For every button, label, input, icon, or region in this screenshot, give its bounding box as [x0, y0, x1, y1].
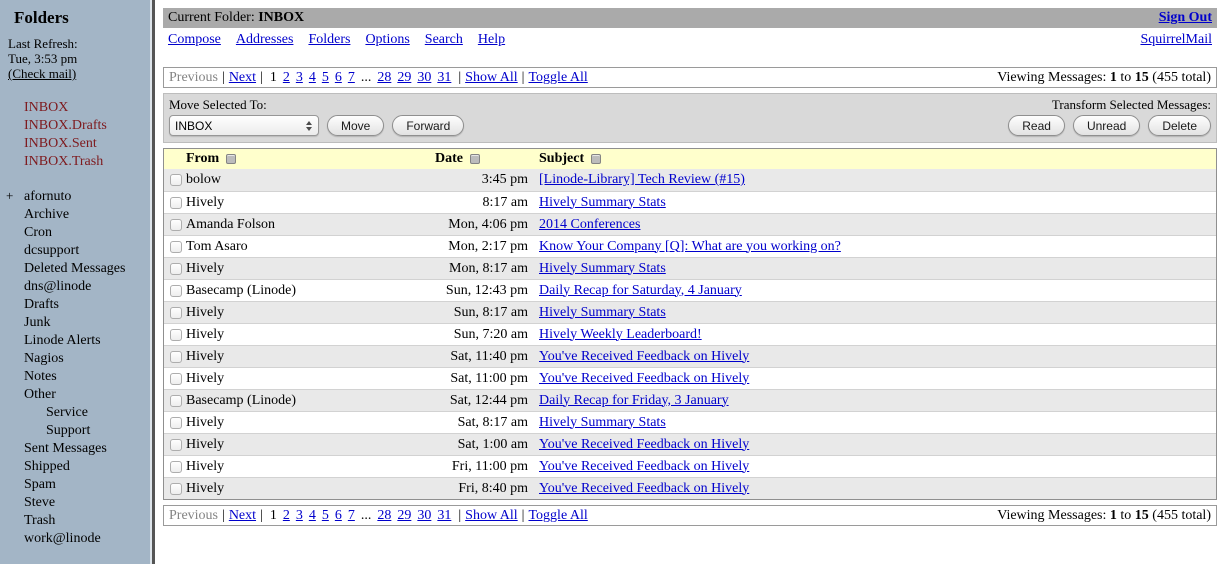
- sidebar-folder-archive[interactable]: Archive: [24, 207, 70, 222]
- message-subject-link[interactable]: Hively Summary Stats: [539, 414, 666, 430]
- viewing-label: Viewing Messages:: [997, 69, 1110, 85]
- message-row: [164, 323, 1216, 345]
- folder-row: [8, 386, 146, 404]
- message-subject-link[interactable]: Hively Summary Stats: [539, 194, 666, 210]
- folder-row: [8, 458, 146, 476]
- sidebar-folder-linode-alerts[interactable]: Linode Alerts: [24, 333, 101, 348]
- message-subject-link[interactable]: 2014 Conferences: [539, 216, 641, 232]
- message-list-frame: [155, 0, 1225, 564]
- page-links: [169, 508, 588, 524]
- separator: |: [458, 507, 462, 523]
- message-subject-link[interactable]: [Linode-Library] Tech Review (#15): [539, 172, 745, 187]
- message-subject-link[interactable]: You've Received Feedback on Hively: [539, 370, 750, 386]
- move-selected-label: Move Selected To:: [169, 97, 267, 112]
- message-row: [164, 191, 1216, 213]
- folder-row: [8, 224, 146, 242]
- page-ellipsis: ...: [360, 69, 372, 85]
- message-date: Fri, 8:40 pm: [458, 480, 528, 496]
- sidebar-folder-trash[interactable]: Trash: [24, 513, 56, 528]
- message-from: bolow: [186, 172, 221, 187]
- folder-row: [8, 368, 146, 386]
- message-date: Sat, 11:00 pm: [450, 370, 528, 386]
- message-from: Hively: [186, 304, 225, 320]
- sidebar-folder-service[interactable]: Service: [46, 405, 88, 420]
- read-button[interactable]: Read: [1008, 115, 1065, 136]
- sidebar-folder-inbox-sent[interactable]: INBOX.Sent: [24, 136, 97, 151]
- folder-row: [8, 153, 146, 171]
- sidebar-folder-dcsupport[interactable]: dcsupport: [24, 243, 80, 258]
- folder-row: [8, 99, 146, 117]
- menu-bar: [163, 28, 1217, 52]
- last-refresh-label: Last Refresh:: [8, 36, 78, 51]
- sort-subject-button[interactable]: [591, 154, 601, 164]
- message-date: 8:17 am: [482, 194, 528, 210]
- message-checkbox[interactable]: [170, 241, 182, 253]
- viewing-to: 15: [1134, 69, 1149, 85]
- message-row: [164, 345, 1216, 367]
- show-all-link[interactable]: Show All: [465, 507, 518, 523]
- toggle-all-link[interactable]: Toggle All: [528, 69, 588, 85]
- folder-row: [8, 512, 146, 530]
- page-link-28[interactable]: 28: [377, 507, 392, 523]
- message-subject-link[interactable]: Daily Recap for Friday, 3 January: [539, 392, 729, 408]
- message-from: Basecamp (Linode): [186, 392, 297, 408]
- message-table-header: [164, 149, 1216, 169]
- from-column-header: From: [186, 151, 431, 167]
- next-page-link[interactable]: Next: [228, 69, 257, 85]
- show-all-link[interactable]: Show All: [465, 69, 518, 85]
- toggle-all-link[interactable]: Toggle All: [528, 507, 588, 523]
- message-row: [164, 279, 1216, 301]
- message-checkbox[interactable]: [170, 351, 182, 363]
- folder-row: [8, 278, 146, 296]
- folder-row: [8, 260, 146, 278]
- folder-row: [8, 350, 146, 368]
- unread-button[interactable]: Unread: [1073, 115, 1140, 136]
- message-date: Mon, 8:17 am: [449, 260, 528, 276]
- title-bar: [163, 8, 1217, 28]
- page-link-6[interactable]: 6: [334, 69, 342, 85]
- message-checkbox[interactable]: [170, 461, 182, 473]
- message-from: Hively: [186, 370, 225, 386]
- message-date: Mon, 4:06 pm: [448, 216, 528, 232]
- sidebar-folder-junk[interactable]: Junk: [24, 315, 51, 330]
- page-link-30[interactable]: 30: [417, 69, 432, 85]
- message-subject-link[interactable]: Hively Weekly Leaderboard!: [539, 326, 702, 342]
- sidebar-folder-deleted-messages[interactable]: Deleted Messages: [24, 261, 126, 276]
- viewing-from: 1: [1109, 69, 1117, 85]
- page-link-31[interactable]: 31: [437, 69, 452, 85]
- page-link-6[interactable]: 6: [334, 507, 342, 523]
- transform-selected-label: Transform Selected Messages:: [1051, 97, 1211, 112]
- message-from: Hively: [186, 194, 225, 210]
- menu-link-compose[interactable]: Compose: [168, 32, 221, 47]
- viewing-total: (455 total): [1148, 507, 1211, 523]
- message-date: Sun, 7:20 am: [453, 326, 528, 342]
- separator: |: [260, 69, 263, 85]
- menu-link-help[interactable]: Help: [477, 32, 506, 47]
- message-checkbox[interactable]: [170, 197, 182, 209]
- page-link-7[interactable]: 7: [347, 69, 355, 85]
- message-from: Hively: [186, 458, 225, 474]
- current-folder-label: Current Folder:: [168, 10, 255, 25]
- folder-row: [8, 187, 146, 206]
- sidebar-folder-spam[interactable]: Spam: [24, 477, 56, 492]
- folder-row: [8, 530, 146, 548]
- message-from: Hively: [186, 348, 225, 364]
- pagination-bar-top: [163, 67, 1217, 88]
- special-folder-list: [8, 99, 146, 171]
- folder-row: [8, 494, 146, 512]
- pagination-bar-bottom: [163, 505, 1217, 526]
- message-from: Amanda Folson: [186, 216, 276, 232]
- previous-page-link: Previous: [169, 507, 218, 523]
- message-subject-link[interactable]: You've Received Feedback on Hively: [539, 348, 750, 364]
- message-row: [164, 169, 1216, 191]
- separator: |: [458, 69, 462, 85]
- message-subject-link[interactable]: You've Received Feedback on Hively: [539, 480, 750, 496]
- check-mail-link[interactable]: (Check mail): [8, 66, 77, 81]
- message-checkbox[interactable]: [170, 439, 182, 451]
- sidebar-folder-work-linode[interactable]: work@linode: [24, 531, 101, 546]
- separator: |: [260, 507, 263, 523]
- message-checkbox[interactable]: [170, 483, 182, 495]
- viewing-total: (455 total): [1148, 69, 1211, 85]
- message-actions-toolbar: [163, 93, 1217, 143]
- page-links: [169, 70, 588, 86]
- message-row: [164, 389, 1216, 411]
- message-subject-link[interactable]: You've Received Feedback on Hively: [539, 458, 750, 474]
- sidebar-folder-steve[interactable]: Steve: [24, 495, 56, 510]
- separator: |: [521, 69, 525, 85]
- current-folder-name: INBOX: [258, 10, 305, 25]
- menu-link-options[interactable]: Options: [365, 32, 410, 47]
- message-date: Sat, 12:44 pm: [449, 392, 528, 408]
- message-rows: [164, 169, 1216, 499]
- separator: |: [521, 507, 525, 523]
- squirrelmail-link[interactable]: SquirrelMail: [1140, 32, 1212, 47]
- sidebar-folder-inbox-drafts[interactable]: INBOX.Drafts: [24, 118, 107, 133]
- folder-row: [8, 296, 146, 314]
- sidebar-folder-other[interactable]: Other: [24, 387, 56, 402]
- message-date: Mon, 2:17 pm: [448, 238, 528, 254]
- message-subject-link[interactable]: You've Received Feedback on Hively: [539, 436, 750, 452]
- message-subject-link[interactable]: Daily Recap for Saturday, 4 January: [539, 282, 742, 298]
- message-from: Hively: [186, 414, 225, 430]
- message-from: Hively: [186, 480, 225, 496]
- select-stepper-icon: [306, 121, 313, 131]
- page-link-5[interactable]: 5: [321, 69, 329, 85]
- message-row: [164, 411, 1216, 433]
- sidebar-folder-afornuto[interactable]: afornuto: [24, 189, 72, 204]
- folder-row: [8, 404, 146, 422]
- message-checkbox[interactable]: [170, 219, 182, 231]
- page-link-2[interactable]: 2: [282, 69, 290, 85]
- page-link-4[interactable]: 4: [308, 507, 316, 523]
- viewing-messages-status: [997, 70, 1211, 86]
- menu-link-folders[interactable]: Folders: [308, 32, 351, 47]
- forward-button[interactable]: Forward: [392, 115, 464, 136]
- subject-column-header: Subject: [531, 151, 1216, 167]
- message-table: [163, 148, 1217, 500]
- message-date: Fri, 11:00 pm: [451, 458, 528, 474]
- folders-heading: Folders: [14, 8, 69, 27]
- page-link-29[interactable]: 29: [397, 69, 412, 85]
- sidebar-folder-shipped[interactable]: Shipped: [24, 459, 70, 474]
- date-column-header: Date: [431, 151, 531, 167]
- sidebar-folder-inbox[interactable]: INBOX: [24, 100, 69, 115]
- message-date: Sat, 11:40 pm: [450, 348, 528, 364]
- message-from: Tom Asaro: [186, 238, 248, 254]
- message-from: Hively: [186, 436, 225, 452]
- sort-date-button[interactable]: [470, 154, 480, 164]
- folder-row: [8, 117, 146, 135]
- sidebar-folder-sent-messages[interactable]: Sent Messages: [24, 441, 107, 456]
- current-folder: [168, 10, 304, 26]
- separator: |: [222, 507, 225, 523]
- current-page-number: 1: [269, 69, 277, 85]
- message-subject-link[interactable]: Hively Summary Stats: [539, 304, 666, 320]
- viewing-from: 1: [1109, 507, 1117, 523]
- page-link-3[interactable]: 3: [295, 69, 303, 85]
- viewing-messages-status: [997, 508, 1211, 524]
- message-from: Hively: [186, 260, 225, 276]
- folder-row: [8, 476, 146, 494]
- next-page-link[interactable]: Next: [228, 507, 257, 523]
- menu-link-addresses[interactable]: Addresses: [235, 32, 294, 47]
- message-row: [164, 257, 1216, 279]
- separator: |: [222, 69, 225, 85]
- viewing-to-word: to: [1116, 69, 1135, 85]
- menu-link-search[interactable]: Search: [424, 32, 463, 47]
- menu-links: [168, 32, 520, 48]
- sort-from-button[interactable]: [226, 154, 236, 164]
- folder-select-value: INBOX: [175, 118, 213, 133]
- expand-folder-icon[interactable]: +: [6, 188, 14, 203]
- folder-row: [8, 314, 146, 332]
- page-link-7[interactable]: 7: [347, 507, 355, 523]
- message-row: [164, 301, 1216, 323]
- page-link-31[interactable]: 31: [437, 507, 452, 523]
- message-date: Sun, 8:17 am: [453, 304, 528, 320]
- message-from: Hively: [186, 326, 225, 342]
- page-link-29[interactable]: 29: [397, 507, 412, 523]
- current-page-number: 1: [269, 507, 277, 523]
- folder-select[interactable]: [169, 115, 319, 136]
- sidebar-folder-notes[interactable]: Notes: [24, 369, 57, 384]
- message-checkbox[interactable]: [170, 174, 182, 186]
- previous-page-link: Previous: [169, 69, 218, 85]
- sidebar-folder-support[interactable]: Support: [46, 423, 91, 438]
- message-date: Sun, 12:43 pm: [445, 282, 528, 298]
- folder-row: [8, 422, 146, 440]
- folder-row: [8, 206, 146, 224]
- folder-row: [8, 135, 146, 153]
- page-link-30[interactable]: 30: [417, 507, 432, 523]
- message-checkbox[interactable]: [170, 263, 182, 275]
- message-row: [164, 213, 1216, 235]
- message-row: [164, 367, 1216, 389]
- last-refresh-time: Tue, 3:53 pm: [8, 51, 78, 66]
- message-checkbox[interactable]: [170, 395, 182, 407]
- message-date: Sat, 1:00 am: [457, 436, 528, 452]
- message-from: Basecamp (Linode): [186, 282, 297, 298]
- viewing-to-word: to: [1116, 507, 1135, 523]
- folder-list: [8, 187, 146, 548]
- page-link-28[interactable]: 28: [377, 69, 392, 85]
- message-date: 3:45 pm: [481, 172, 528, 187]
- message-row: [164, 433, 1216, 455]
- sidebar-folder-nagios[interactable]: Nagios: [24, 351, 64, 366]
- message-checkbox[interactable]: [170, 307, 182, 319]
- page-link-2[interactable]: 2: [282, 507, 290, 523]
- message-subject-link[interactable]: Know Your Company [Q]: What are you working on?: [539, 238, 841, 254]
- move-button[interactable]: Move: [327, 115, 384, 136]
- sidebar-folder-cron[interactable]: Cron: [24, 225, 52, 240]
- page-link-5[interactable]: 5: [321, 507, 329, 523]
- folder-row: [8, 332, 146, 350]
- message-checkbox[interactable]: [170, 417, 182, 429]
- folder-row: [8, 242, 146, 260]
- message-checkbox[interactable]: [170, 329, 182, 341]
- page-link-4[interactable]: 4: [308, 69, 316, 85]
- message-row: [164, 455, 1216, 477]
- folder-sidebar: [0, 0, 150, 564]
- delete-button[interactable]: Delete: [1148, 115, 1211, 136]
- message-subject-link[interactable]: Hively Summary Stats: [539, 260, 666, 276]
- sign-out-link[interactable]: Sign Out: [1158, 10, 1212, 25]
- page-link-3[interactable]: 3: [295, 507, 303, 523]
- message-checkbox[interactable]: [170, 373, 182, 385]
- message-row: [164, 477, 1216, 499]
- page-ellipsis: ...: [360, 507, 372, 523]
- sidebar-folder-dns-linode[interactable]: dns@linode: [24, 279, 92, 294]
- viewing-to: 15: [1134, 507, 1149, 523]
- sidebar-folder-inbox-trash[interactable]: INBOX.Trash: [24, 154, 104, 169]
- viewing-label: Viewing Messages:: [997, 507, 1110, 523]
- message-checkbox[interactable]: [170, 285, 182, 297]
- sidebar-folder-drafts[interactable]: Drafts: [24, 297, 59, 312]
- message-date: Sat, 8:17 am: [457, 414, 528, 430]
- message-row: [164, 235, 1216, 257]
- folder-row: [8, 440, 146, 458]
